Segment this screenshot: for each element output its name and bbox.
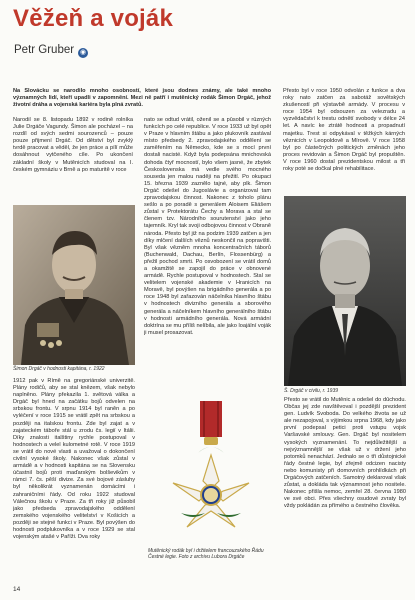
portrait-military-photo <box>13 205 135 365</box>
intro-paragraph <box>13 88 271 109</box>
column-1-bottom <box>13 378 135 584</box>
article-title: Věžeň a voják <box>13 5 174 32</box>
globe-icon: ◉ <box>80 49 87 56</box>
col3-top-text: Přesto byl v roce 1950 odvolán z funkce a dva roky nato zatčen za sabotáž sovětských zkušeností při výstavbě armády. V procesu v roce 1954 byl odsouzen za velezradu a vyzvědačství k trestu odnětí svobody v délce 24 let. A navíc ke ztrátě hodnosti a propadnutí majetku. Trest si odpykával v těžkých kárných věznicích v Leopoldově a Mírově. V roce 1958 byl po částečných politických změnách jeho proces revidován a Šimon Drgáč byl propuštěn. V roce 1960 dostal prezidentskou milost a tři roky poté se dočkal plné rehabilitace. <box>283 88 405 173</box>
column-1-top <box>13 117 133 201</box>
photo2-caption: Š. Drgáč v civilu, r. 1939 <box>284 388 339 394</box>
portrait-civilian-photo <box>284 196 406 386</box>
column-3-bottom <box>284 397 406 582</box>
col1-top-text: Narodil se 8. listopadu 1892 v rodině rolníka Julie Drgáče Vagundy. Šimon ale pocházel – na rozdíl od svých sedmi sourozenců – pouze pouze přijmení Drgáč. Od dětství byl zvyklý tvrdě pracovat a věděl, že jen práce a pílí může dosáhnout vytčeného cíle. Po ukončení základní školy v Mutěnicích studoval na I. českém gymnáziu v Brně a po maturitě v roce <box>13 117 133 173</box>
page-number: 14 <box>13 586 21 593</box>
author-line <box>14 43 88 58</box>
photo1-caption: Šimon Drgáč v hodnosti kapitána, r. 1922 <box>13 366 105 372</box>
legion-of-honour-medal-image <box>148 397 273 547</box>
col3-bottom-text: Přesto se vrátil do Mutěnic a odešel do důchodu. Občas jej zde navštěvoval i pozdější prezident gen. Ludvík Svoboda. Do velkého života se už ale nezapojoval, s výjimkou srpna 1968, kdy jako první podepsal petici proti vstupu vojsk Varšavské smlouvy. Gen. Drgáč byl nositelem vysokých vyznamenání. To nejdůležitější a nejvýznamnější se však už v držení jeho potomků nenachází. Jednalo se o tři důstojnické řády čestné legie, byl zřejmě odcizen nacisty nebo komunisty při domovních prohlídkách při Drgáčových zatčeních. Samotný deklaroval však zůstat, a dokláda tak významnost jeho nositele. Nakonec přišla nemoc, zemřel 28. června 1980 ve své obci. Přes všechny osudové zvraty byl vždy pokládán za přímého a čestného člověka. <box>284 397 406 510</box>
column-2-top <box>144 117 271 392</box>
author-name: Petr Gruber <box>14 44 75 56</box>
column-3-top <box>283 88 405 192</box>
col2-top-text: nato se odtud vrátil, oženil se a působil v různých funkcích po celé republice. V roce 1933 už byl opět v Praze v hlavním štábu a jako plukovník zastával místo předsedy 2. zpravodajského oddělení se zaměřením na Německo, kde se s mocí první dostali nacisté. Když byla podepsána mnichovská dohoda čtyř mocností, bylo všem jasné, že zbytek Československa má vedle svého mocného souseda jen malou naději na přežití. Po okupaci 15. března 1939 zaznělo tajné, aby plk. Šimon Drgáč odešel do Jugoslávie a organizoval tam zpravodajskou činnost. Nakonec z toholo plánu sešlo a po poradě s generálem Aloisem Eliášem zůstal v Protektorátu Čechy a Morava a stal se členem tzv. Národního sourutenství jako jeho tajemník. Kryl tak svoji odbojovou činnost v Obraně národa. Přesto byl již na podzim 1939 zatčen a jen díky mlčení dalších věznů neskončil na popravišti. Byl však vězněm mnoha koncentračních táborů (Buchenwald, Dachau, Berlín, Flossenbürg) a přežil pochod smrti. Po osvobození se vrátil domů a okamžitě se zapojil do práce v obnovené armádě. Rychle postupoval v hodnostech. Stal se velitelem vojenské akademie v Hranicích na Moravě, byl povýšen na brigádního generála a po roce 1948 byl zařazován náčelníka hlavního štábu v hodnostech divizního generála a sborového generála a náčelníkem hlavního generálního štábu v hodnosti armádního generála. Nová armádní doktrína se mu příliš nelíbila, ale jako loajální voják ji musel prosazovat. <box>144 117 271 336</box>
col1-bottom-text: 1912 pak v Římě na gregoriánské univerzitě. Plány rodičů, aby se stal knězem, však nebylo naplněno. Plány překazila 1. světová válka a Drgáč byl hned na začátku bojů odvelen na srbskou frontu. V srpnu 1914 byl raněn a po vyléčení v roce 1915 se vrátil zpět na srbskou a později na italskou frontu. Zde byl zajat a v zajateckém táboře stál u zrodu čs. legií v Itálii. Díky znalosti italštiny rychle postupoval v hodnostech a velel kulometné rotě. V roce 1919 se vrátil do nové vlasti a uvažoval o dokončení civilní vysoké školy. Nakonec však zůstal v armádě a v hodnosti kapitána se na Slovensku účastnil bojů proti maďarským bolševikům v rámci 7. čs. pěší divize. Za své bojové zásluhy byl několikrát vyznamenán domácími i zahraničními řády. Od roku 1922 studoval Válečnou školu v Praze. Za tři roky již působil jako předseda zpravodajského oddělení zemského vojenského velitelství v Košicích a později se stejné funkci v Praze. Byl povýšen do hodnosti podplukovníka a v roce 1929 se stal vojenským atašé v Paříži. Dva roky <box>13 378 135 541</box>
intro-text: Na Slovácku se narodilo mnoho osobností, které jsou dodnes známy, ale také mnoho významných lidí, kteří upadli v zapomnění. Mezi ně patří i mutěnický rodák Šimon Drgáč, jehož životní dráha a vojenská kariéra byla plná zvratů. <box>13 88 271 109</box>
medal-caption: Mutěnický rodák byl i držitelem francouzského Řádu Čestné legie. Foto z archivu Lubora Drgáče <box>148 548 264 560</box>
